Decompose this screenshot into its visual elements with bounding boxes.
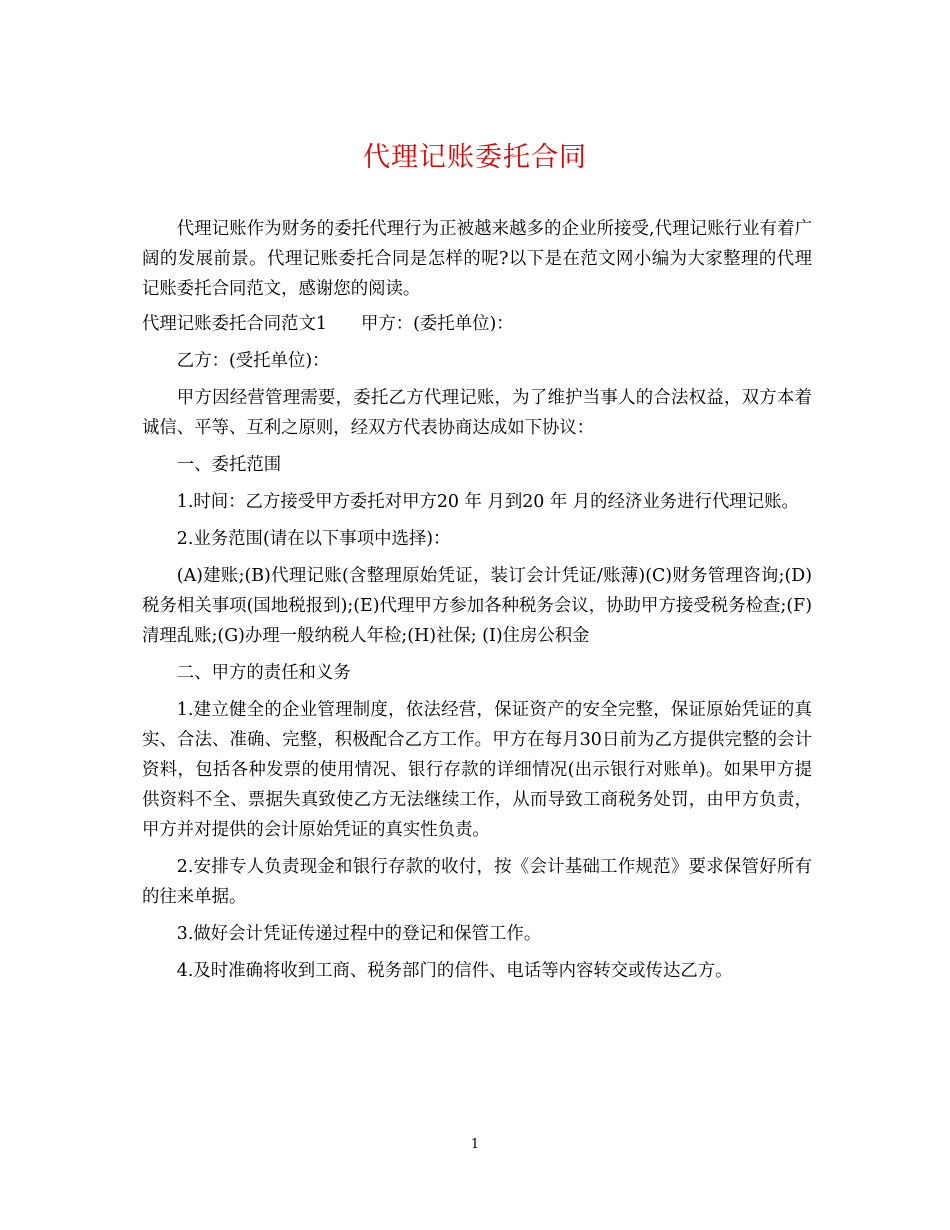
document-title: 代理记账委托合同 <box>363 142 587 173</box>
options-paragraph: (A)建账;(B)代理记账(含整理原始凭证，装订会计凭证/账薄)(C)财务管理咨询;(D)税务相关事项(国地税报到);(E)代理甲方参加各种税务会议，协助甲方接受税务检查;(F)清理乱账;(G)办理一般纳税人年检;(H)社保; (I)住房公积金 <box>142 566 812 646</box>
party-a-label: 甲方：(委托单位)： <box>360 314 514 334</box>
clause-paragraph: 1.时间：乙方接受甲方委托对甲方20 年 月到20 年 月的经济业务进行代理记账。 <box>176 492 799 512</box>
page-number: 1 <box>470 1137 480 1152</box>
preamble-paragraph: 甲方因经营管理需要，委托乙方代理记账，为了维护当事人的合法权益，双方本着诚信、平等、互利之原则，经双方代表协商达成如下协议： <box>142 388 812 438</box>
clause-paragraph: 1.建立健全的企业管理制度，依法经营，保证资产的安全完整，保证原始凭证的真实、合法、准确、完整，积极配合乙方工作。甲方在每月30日前为乙方提供完整的会计资料，包括各种发票的使用情况、银行存款的详细情况(出示银行对账单)。如果甲方提供资料不全、票据失真致使乙方无法继续工作，从而导致工商税务处罚，由甲方负责，甲方并对提供的会计原始凭证的真实性负责。 <box>142 700 812 840</box>
party-b-label: 乙方：(受托单位)： <box>176 351 330 371</box>
clause-paragraph: 2.安排专人负责现金和银行存款的收付，按《会计基础工作规范》要求保管好所有的往来单据。 <box>142 857 812 907</box>
clause-paragraph: 2.业务范围(请在以下事项中选择)： <box>176 529 451 549</box>
clause-paragraph: 4.及时准确将收到工商、税务部门的信件、电话等内容转交或传达乙方。 <box>176 961 733 981</box>
section-heading: 二、甲方的责任和义务 <box>176 663 351 683</box>
sample-heading-line <box>142 309 812 339</box>
clause-paragraph: 3.做好会计凭证传递过程中的登记和保管工作。 <box>176 924 542 944</box>
document-body <box>142 214 812 993</box>
section-heading: 一、委托范围 <box>176 455 282 475</box>
sample-heading: 代理记账委托合同范文1 <box>142 314 327 334</box>
intro-paragraph: 代理记账作为财务的委托代理行为正被越来越多的企业所接受,代理记账行业有着广阔的发展前景。代理记账委托合同是怎样的呢?以下是在范文网小编为大家整理的代理记账委托合同范文，感谢您的阅读。 <box>142 219 812 299</box>
